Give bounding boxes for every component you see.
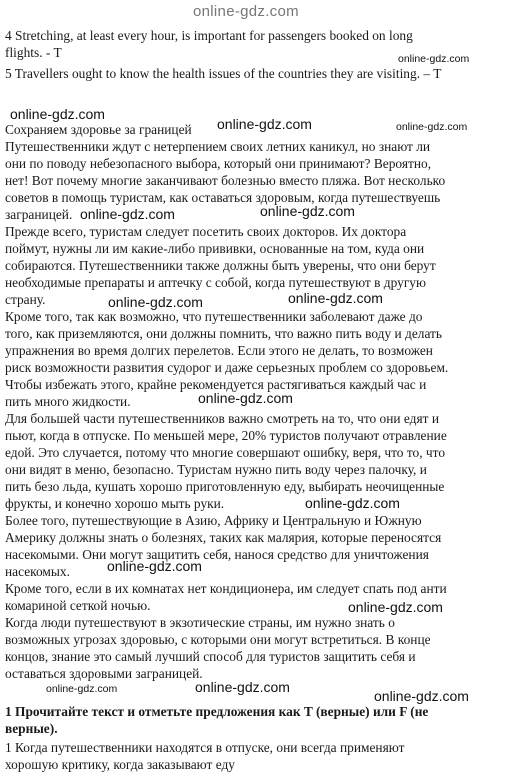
task-statement-1-line-2: хорошую критику, когда заказывают еду	[5, 757, 235, 772]
watermark: online-gdz.com	[195, 679, 290, 695]
body-line: оставаться здоровыми заграницей.	[5, 666, 203, 681]
body-line: комариной сеткой ночью.	[5, 598, 151, 613]
watermark: online-gdz.com	[193, 3, 299, 20]
body-line: Чтобы избежать этого, крайне рекомендуется растягиваться каждый час и	[5, 377, 427, 392]
watermark: online-gdz.com	[10, 106, 105, 122]
body-line: того, как приземляются, они должны помнить, что важно пить воду и делать	[5, 326, 442, 341]
body-line: пить много жидкости.	[5, 394, 131, 409]
body-line: пьют, когда в отпуске. По меньшей мере, 20% туристов получают отравление	[5, 428, 447, 443]
body-line: заграницей.	[5, 207, 73, 222]
watermark: online-gdz.com	[260, 203, 355, 219]
watermark: online-gdz.com	[108, 294, 203, 310]
body-line: пить безо льда, кушать хорошо приготовленную еду, выбирать неочищенные	[5, 479, 445, 494]
body-line: Для большей части путешественников важно смотреть на то, что они едят и	[5, 411, 440, 426]
body-line: страну.	[5, 292, 46, 307]
watermark: online-gdz.com	[46, 683, 118, 695]
watermark: online-gdz.com	[198, 390, 293, 406]
body-line: риск возможности развития судорог и даже серьезных проблем со здоровьем.	[5, 360, 449, 375]
body-line: они по поводу небезопасного выбора, который они принимают? Вероятно,	[5, 156, 432, 171]
watermark: online-gdz.com	[348, 599, 443, 615]
watermark: online-gdz.com	[80, 206, 175, 222]
body-line: насекомых.	[5, 564, 70, 579]
body-line: поймут, нужны ли им какие-либо прививки, основанные на том, куда они	[5, 241, 425, 256]
body-line: Кроме того, если в их комнатах нет кондиционера, им следует спать под анти	[5, 581, 447, 596]
statement-5: 5 Travellers ought to know the health issues of the countries they are visiting. – T	[5, 66, 442, 81]
task-statement-1-line-1: 1 Когда путешественники находятся в отпуске, они всегда применяют	[5, 740, 405, 755]
task-heading-line-2: верные).	[5, 721, 58, 736]
body-line: Прежде всего, туристам следует посетить своих докторов. Их доктора	[5, 224, 407, 239]
body-line: фрукты, и конечно хорошо мыть руки.	[5, 496, 225, 511]
body-line: упражнения во время долгих перелетов. Если этого не делать, то возможен	[5, 343, 433, 358]
watermark: online-gdz.com	[288, 290, 383, 306]
watermark: online-gdz.com	[374, 688, 469, 704]
task-heading-line-1: 1 Прочитайте текст и отметьте предложения как T (верные) или F (не	[5, 704, 429, 719]
statement-4-line-2: flights. - T	[5, 45, 62, 60]
watermark: online-gdz.com	[396, 121, 468, 133]
body-line: насекомыми. Они могут защитить себя, нанося средство для уничтожения	[5, 547, 429, 562]
body-line: Путешественники ждут с нетерпением своих летних каникул, но знают ли	[5, 139, 431, 154]
body-line: собираются. Путешественники также должны быть уверены, что они берут	[5, 258, 436, 273]
statement-4-line-1: 4 Stretching, at least every hour, is important for passengers booked on long	[5, 28, 413, 43]
body-line: советов в помощь туристам, как оставаться здоровым, когда путешествуешь	[5, 190, 441, 205]
body-line: возможных угрозах здоровью, с которыми они могут встретиться. В конце	[5, 632, 431, 647]
body-line: Более того, путешествующие в Азию, Африку и Центральную и Южную	[5, 513, 422, 528]
watermark: online-gdz.com	[398, 53, 470, 65]
body-line: Америку должны знать о болезнях, таких как малярия, которые переносятся	[5, 530, 442, 545]
body-line: едой. Это случается, потому что многие совершают ошибку, веря, что то, что	[5, 445, 446, 460]
watermark: online-gdz.com	[107, 558, 202, 574]
watermark: online-gdz.com	[217, 116, 312, 132]
body-line: нет! Вот почему многие заканчивают болезнью вместо пляжа. Вот несколько	[5, 173, 446, 188]
body-line: Кроме того, так как возможно, что путешественники заболевают даже до	[5, 309, 423, 324]
watermark: online-gdz.com	[305, 495, 400, 511]
body-line: необходимые препараты и аптечку с собой, когда путешествуют в другую	[5, 275, 427, 290]
article-title: Сохраняем здоровье за границей	[5, 122, 192, 137]
body-line: концов, знание это самый лучший способ для туристов защитить себя и	[5, 649, 416, 664]
body-line: они видят в меню, безопасно. Туристам нужно пить воду через палочку, и	[5, 462, 427, 477]
body-line: Когда люди путешествуют в экзотические страны, им нужно знать о	[5, 615, 395, 630]
